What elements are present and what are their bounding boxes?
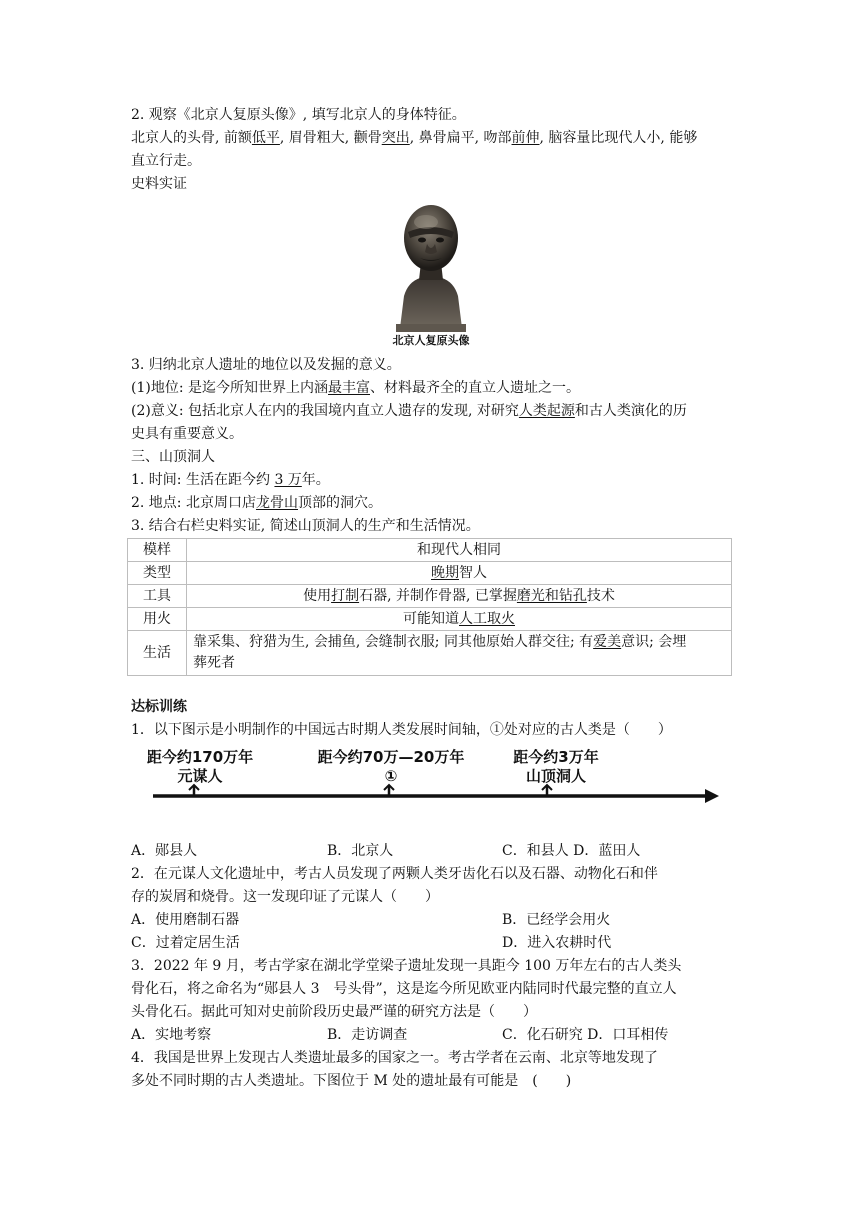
option-c-d[interactable]: C．化石研究 D．口耳相传 xyxy=(502,1027,669,1043)
image-caption: 北京人复原头像 xyxy=(392,334,470,347)
timeline-label-1: 距今约170万年 元谋人 xyxy=(146,748,254,785)
upper-cave-time: 1. 时间: 生活在距今约 3 万年。 xyxy=(131,472,330,488)
upper-cave-place: 2. 地点: 北京周口店龙骨山顶部的洞穴。 xyxy=(131,495,382,511)
table-row xyxy=(128,539,732,562)
option-a[interactable]: A．郧县人 xyxy=(131,843,198,859)
upper-cave-table xyxy=(127,538,732,676)
answer-longgushan: 龙骨山 xyxy=(255,495,298,511)
question-1-options xyxy=(131,840,731,863)
timeline-marker-2 xyxy=(384,785,394,795)
table-value: 晚期智人 xyxy=(187,562,732,585)
option-b[interactable]: B．已经学会用火 xyxy=(502,912,611,928)
upper-cave-question: 3. 结合右栏史料实证, 简述山顶洞人的生产和生活情况。 xyxy=(131,518,480,534)
table-value: 可能知道人工取火 xyxy=(187,608,732,631)
timeline-label-2: 距今约70万—20万年 ① xyxy=(317,748,465,785)
timeline-figure xyxy=(131,746,731,842)
practice-question-2-line2: 存的炭屑和烧骨。这一发现印证了元谋人（ ） xyxy=(131,889,439,905)
option-a[interactable]: A．实地考察 xyxy=(131,1027,212,1043)
table-key: 用火 xyxy=(128,608,187,631)
timeline-marker-1 xyxy=(189,785,199,795)
peking-man-bust-image xyxy=(386,200,476,334)
timeline-axis xyxy=(131,746,731,842)
table-row xyxy=(128,562,732,585)
section-3-heading: 三、山顶洞人 xyxy=(131,449,215,465)
practice-question-3-line1: 3．2022 年 9 月，考古学家在湖北学堂梁子遗址发现一具距今 100 万年左右的古人类头 xyxy=(131,958,682,974)
practice-question-4-line2: 多处不同时期的古人类遗址。下图位于 M 处的遗址最有可能是 ( ) xyxy=(131,1073,572,1089)
answer-forehead: 低平 xyxy=(251,130,280,146)
table-row xyxy=(128,608,732,631)
option-c[interactable]: C．过着定居生活 xyxy=(131,935,240,951)
peking-man-features-line1: 北京人的头骨, 前额低平, 眉骨粗大, 颧骨突出, 鼻骨扁平, 吻部前伸, 脑容量比现代人小, 能够 xyxy=(131,130,698,146)
table-row xyxy=(128,585,732,608)
table-value: 靠采集、狩猎为生, 会捕鱼, 会缝制衣服; 同其他原始人群交往; 有爱美意识; 会埋 葬死者 xyxy=(187,631,732,676)
peking-man-bust-figure xyxy=(131,200,731,354)
practice-question-4-line1: 4．我国是世界上发现古人类遗址最多的国家之一。考古学者在云南、北京等地发现了 xyxy=(131,1050,658,1066)
option-b[interactable]: B．北京人 xyxy=(327,843,394,859)
site-significance-line1: (2)意义: 包括北京人在内的我国境内直立人遗存的发现, 对研究人类起源和古人类演化的历 xyxy=(131,403,687,419)
option-b[interactable]: B．走访调查 xyxy=(327,1027,408,1043)
answer-human-origin: 人类起源 xyxy=(518,403,575,419)
answer-30000-years: 3 万 xyxy=(274,472,302,488)
timeline-label-3: 距今约3万年 山顶洞人 xyxy=(513,748,599,785)
answer-richest: 最丰富 xyxy=(328,380,370,396)
practice-question-3-line2: 骨化石，将之命名为“郧县人 3 号头骨”，这是迄今所见欧亚内陆同时代最完整的直立人 xyxy=(131,981,677,997)
table-value: 和现代人相同 xyxy=(187,539,732,562)
practice-question-1: 1．以下图示是小明制作的中国远古时期人类发展时间轴，①处对应的古人类是（ ） xyxy=(131,722,672,738)
option-c-d[interactable]: C．和县人 D．蓝田人 xyxy=(502,843,641,859)
table-key: 模样 xyxy=(128,539,187,562)
table-key: 生活 xyxy=(128,631,187,676)
question-2-options-row1 xyxy=(131,909,731,932)
practice-question-3-line3: 头骨化石。据此可知对史前阶段历史最严谨的研究方法是（ ） xyxy=(131,1004,537,1020)
timeline-marker-3 xyxy=(542,785,552,795)
table-row xyxy=(128,631,732,676)
question-3-options xyxy=(131,1024,731,1047)
table-key: 类型 xyxy=(128,562,187,585)
question-3-title: 3. 归纳北京人遗址的地位以及发掘的意义。 xyxy=(131,357,401,373)
site-significance-line2: 史具有重要意义。 xyxy=(131,426,243,442)
site-status: (1)地位: 是迄今所知世界上内涵最丰富、材料最齐全的直立人遗址之一。 xyxy=(131,380,580,396)
option-d[interactable]: D．进入农耕时代 xyxy=(502,935,612,951)
option-a[interactable]: A．使用磨制石器 xyxy=(131,912,240,928)
peking-man-features-line2: 直立行走。 xyxy=(131,153,201,169)
question-2-options-row2 xyxy=(131,932,731,955)
evidence-label: 史料实证 xyxy=(131,176,187,192)
table-value: 使用打制石器, 并制作骨器, 已掌握磨光和钻孔技术 xyxy=(187,585,732,608)
answer-snout: 前伸 xyxy=(511,130,540,146)
practice-heading: 达标训练 xyxy=(131,699,187,715)
document-page xyxy=(131,104,731,1093)
practice-question-2-line1: 2．在元谋人文化遗址中，考古人员发现了两颗人类牙齿化石以及石器、动物化石和伴 xyxy=(131,866,658,882)
table-key: 工具 xyxy=(128,585,187,608)
question-2-title: 2. 观察《北京人复原头像》, 填写北京人的身体特征。 xyxy=(131,107,466,123)
answer-cheekbone: 突出 xyxy=(381,130,410,146)
